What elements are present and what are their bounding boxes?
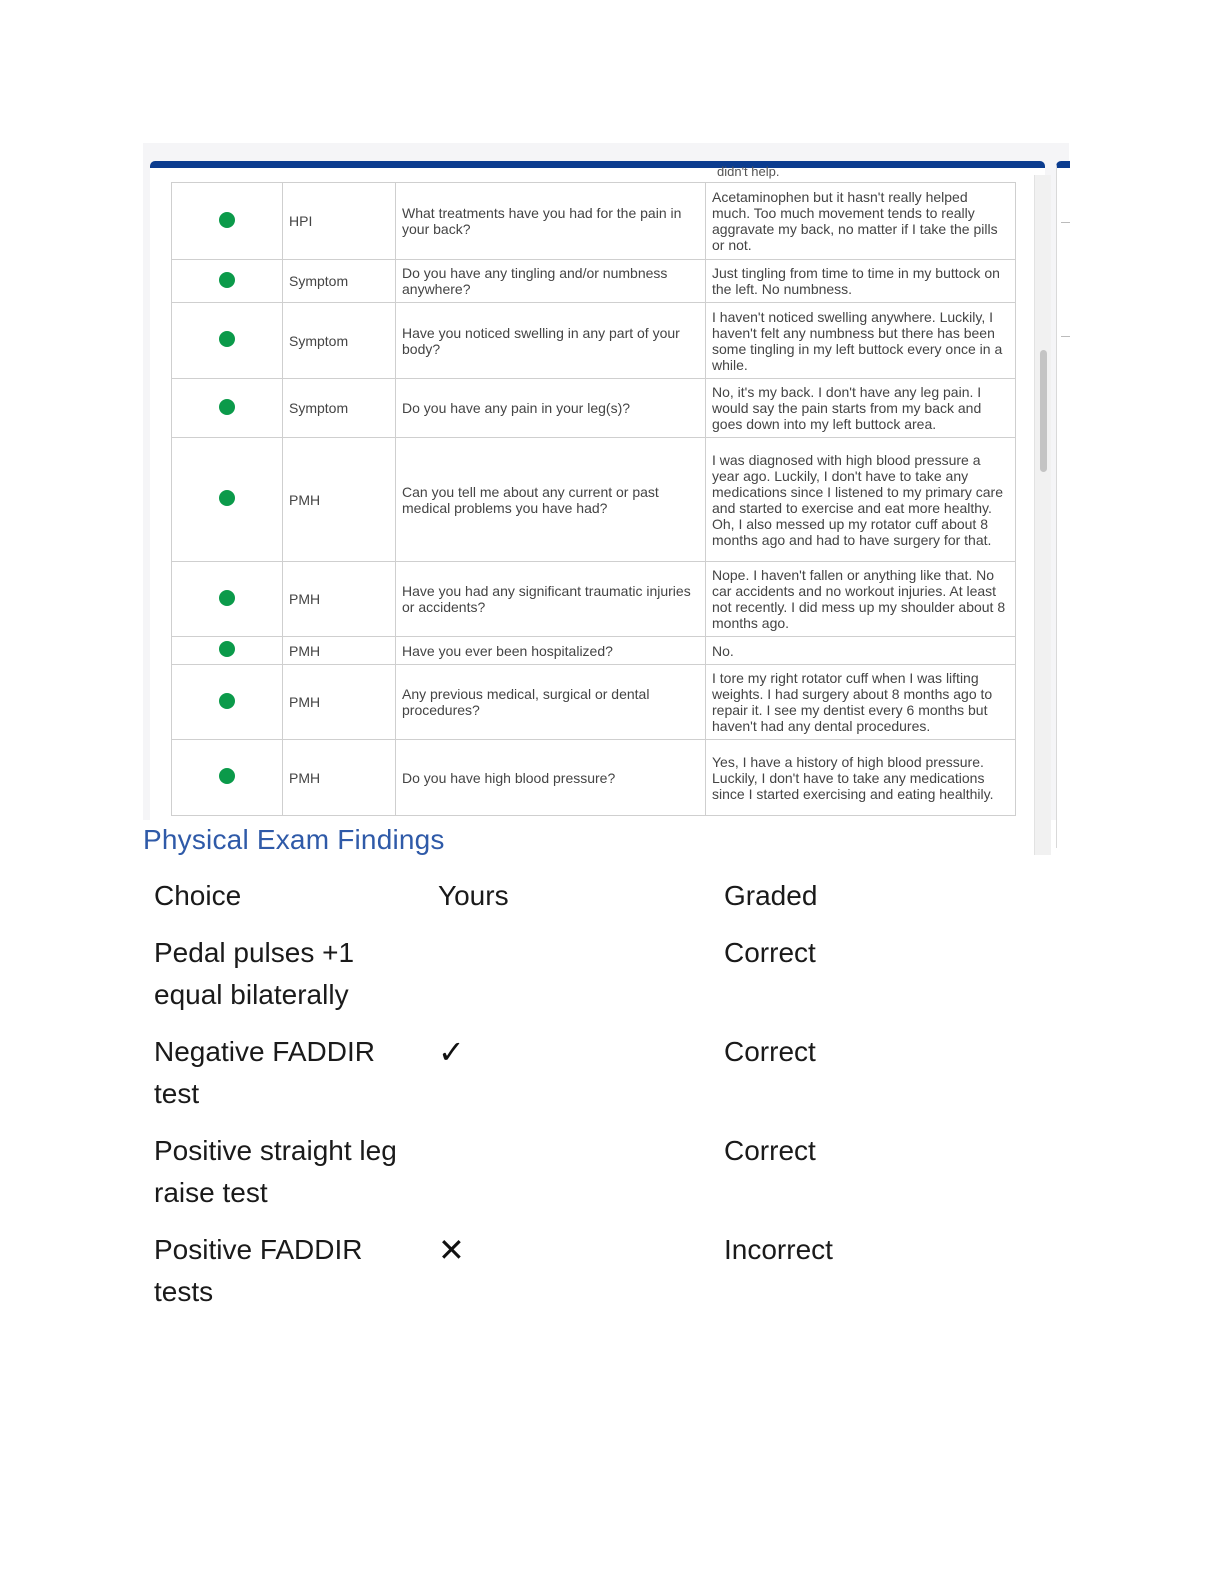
status-dot-icon: [219, 212, 235, 228]
embedded-screenshot: [143, 143, 1069, 820]
category-cell: PMH: [283, 637, 396, 665]
category-cell: Symptom: [283, 303, 396, 379]
choice-cell: Positive straight leg raise test: [154, 1135, 397, 1208]
question-cell: Have you noticed swelling in any part of your body?: [396, 303, 706, 379]
status-dot-icon: [219, 399, 235, 415]
question-cell: Do you have any tingling and/or numbness anywhere?: [396, 260, 706, 303]
table-row: [172, 303, 1016, 379]
yours-header: Yours: [438, 880, 509, 911]
choice-cell: Negative FADDIR test: [154, 1036, 375, 1109]
table-row: [172, 562, 1016, 637]
divider: [1061, 222, 1070, 223]
table-row: [172, 379, 1016, 438]
question-cell: Do you have any pain in your leg(s)?: [396, 379, 706, 438]
table-row: [172, 665, 1016, 740]
answer-cell: No.: [706, 637, 1016, 665]
choice-cell: Pedal pulses +1 equal bilaterally: [154, 937, 355, 1010]
divider: [1061, 336, 1070, 337]
question-cell: Do you have high blood pressure?: [396, 740, 706, 816]
answer-cell: Nope. I haven't fallen or anything like that. No car accidents and no workout injuries. At least not recently. I did mess up my shoulder about 8 months ago.: [706, 562, 1016, 637]
findings-header-row: [154, 875, 1054, 932]
qa-table: [171, 182, 1016, 816]
category-cell: PMH: [283, 438, 396, 562]
status-dot-icon: [219, 331, 235, 347]
side-panel: [1056, 161, 1070, 848]
answer-cell: I tore my right rotator cuff when I was lifting weights. I had surgery about 8 months ago to repair it. I see my dentist every 6 months but haven't had any dental procedures.: [706, 665, 1016, 740]
answer-cell: Acetaminophen but it hasn't really helped much. Too much movement tends to really aggravate my back, no matter if I take the pills or not.: [706, 183, 1016, 260]
graded-header: Graded: [724, 880, 818, 911]
answer-cell: Just tingling from time to time in my buttock on the left. No numbness.: [706, 260, 1016, 303]
checkmark-icon: ✓: [438, 1034, 465, 1070]
category-cell: HPI: [283, 183, 396, 260]
table-row: [172, 740, 1016, 816]
qa-panel: [150, 161, 1045, 848]
answer-cell: I was diagnosed with high blood pressure a year ago. Luckily, I don't have to take any medications since I listened to my primary care and started to exercise and eat more healthy. Oh, I also messed up my rotator cuff about 8 months ago and had to have surgery for that.: [706, 438, 1016, 562]
question-cell: Can you tell me about any current or past medical problems you have had?: [396, 438, 706, 562]
category-cell: Symptom: [283, 379, 396, 438]
graded-cell: Incorrect: [724, 1234, 833, 1265]
answer-cell: Yes, I have a history of high blood pressure. Luckily, I don't have to take any medications since I started exercising and eating healthily.: [706, 740, 1016, 816]
status-dot-icon: [219, 693, 235, 709]
table-row: [172, 183, 1016, 260]
status-dot-icon: [219, 590, 235, 606]
cut-off-text: didn't help.: [717, 164, 780, 179]
status-dot-icon: [219, 272, 235, 288]
category-cell: PMH: [283, 740, 396, 816]
vertical-scrollbar[interactable]: [1034, 175, 1051, 855]
category-cell: PMH: [283, 562, 396, 637]
answer-cell: I haven't noticed swelling anywhere. Luckily, I haven't felt any numbness but there has been some tingling in my left buttock every once in a while.: [706, 303, 1016, 379]
section-heading: Physical Exam Findings: [143, 824, 445, 855]
scrollbar-thumb[interactable]: [1040, 350, 1047, 472]
category-cell: PMH: [283, 665, 396, 740]
status-dot-icon: [219, 490, 235, 506]
choice-cell: Positive FADDIR tests: [154, 1234, 363, 1307]
graded-cell: Correct: [724, 937, 816, 968]
findings-row: [154, 1031, 1054, 1130]
category-cell: Symptom: [283, 260, 396, 303]
findings-row: [154, 1130, 1054, 1229]
table-row: [172, 637, 1016, 665]
choice-header: Choice: [154, 880, 242, 911]
table-row: [172, 438, 1016, 562]
status-dot-icon: [219, 641, 235, 657]
cross-icon: ✕: [438, 1232, 465, 1268]
findings-table: [154, 875, 1054, 1328]
graded-cell: Correct: [724, 1135, 816, 1166]
findings-row: [154, 932, 1054, 1031]
graded-cell: Correct: [724, 1036, 816, 1067]
answer-cell: No, it's my back. I don't have any leg pain. I would say the pain starts from my back and goes down into my left buttock area.: [706, 379, 1016, 438]
question-cell: Have you ever been hospitalized?: [396, 637, 706, 665]
table-row: [172, 260, 1016, 303]
findings-row: [154, 1229, 1054, 1328]
question-cell: What treatments have you had for the pain in your back?: [396, 183, 706, 260]
status-dot-icon: [219, 768, 235, 784]
question-cell: Any previous medical, surgical or dental procedures?: [396, 665, 706, 740]
question-cell: Have you had any significant traumatic injuries or accidents?: [396, 562, 706, 637]
